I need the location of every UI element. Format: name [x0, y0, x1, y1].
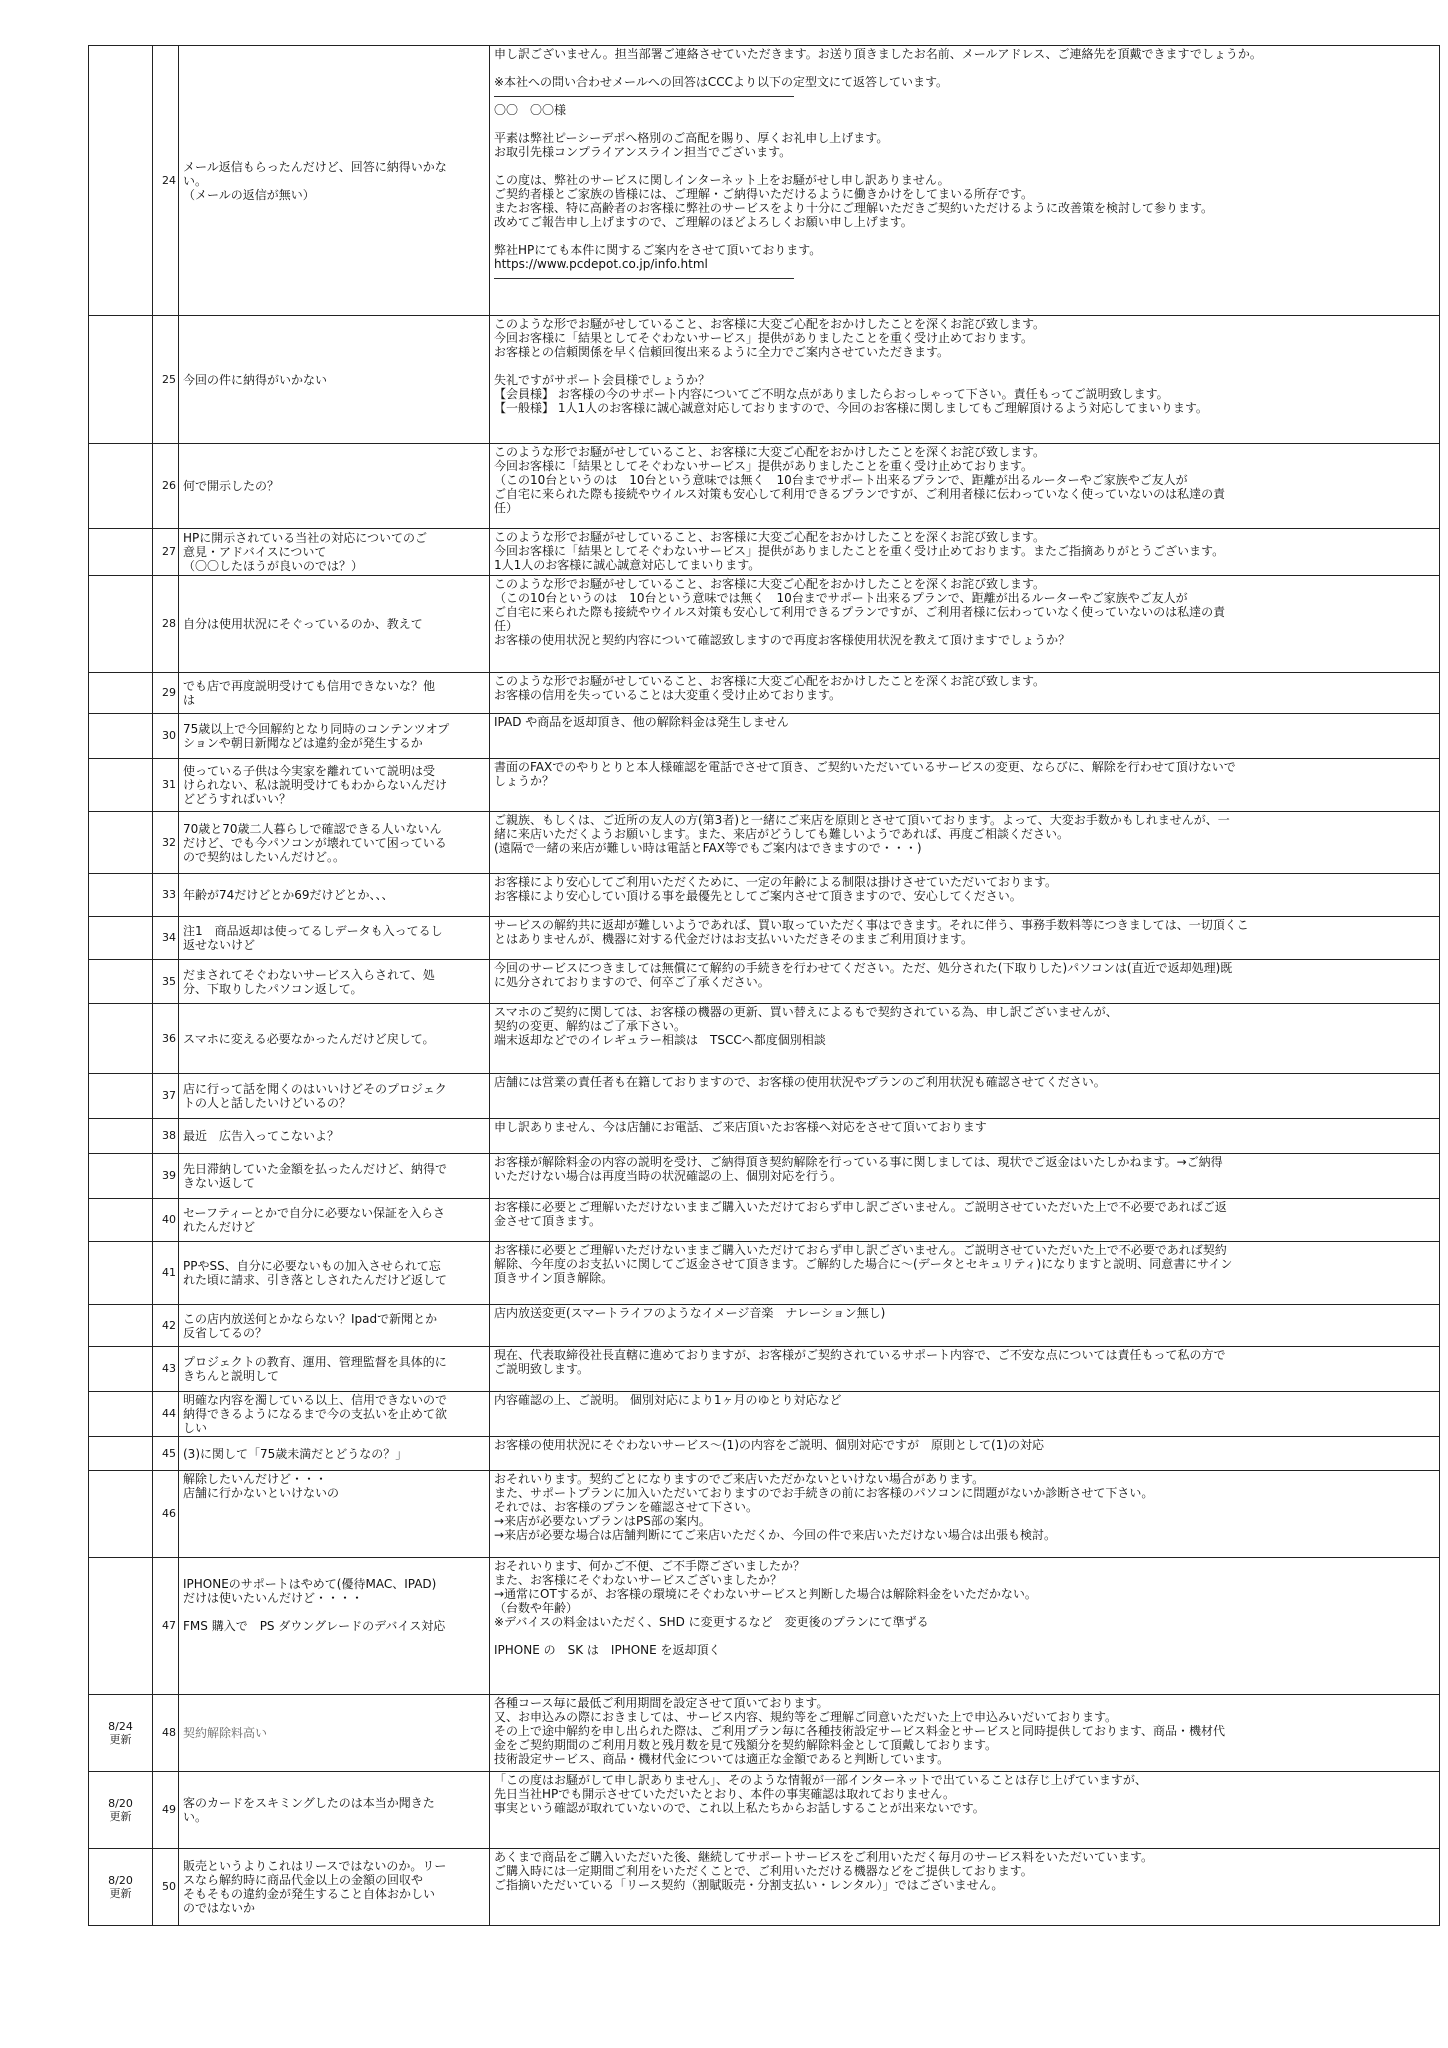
update-cell — [89, 1471, 153, 1558]
answer-line: 〇〇 〇〇様 — [494, 103, 567, 117]
row-number: 48 — [153, 1695, 179, 1772]
faq-row — [89, 576, 1440, 673]
question-line: どどうすればいい？ — [183, 792, 292, 806]
answer-line: 「この度はお騒がして申し訳ありません」、そのような情報が一部インターネットで出ていることは存じ上げていますが、 — [494, 1773, 1147, 1787]
answer-line: サービスの解約共に返却が難しいようであれば、買い取っていただく事はできます。それに伴う、事務手数料等につきましては、一切頂くこ — [494, 918, 1249, 932]
row-number: 46 — [153, 1471, 179, 1558]
question-line: のではないか — [183, 1901, 256, 1915]
answer-line: 任） — [494, 501, 519, 515]
answer-line: 書面のFAXでのやりとりと本人様確認を電話でさせて頂き、ご契約いただいているサービスの変更、ならびに、解除を行わせて頂けないで — [494, 760, 1236, 774]
row-number: 49 — [153, 1772, 179, 1849]
answer-cell — [490, 529, 1440, 576]
answer-line: ご説明致します。 — [494, 1362, 590, 1376]
question-cell — [179, 529, 490, 576]
answer-line: 内容確認の上、ご説明。 個別対応により1ヶ月のゆとり対応など — [494, 1393, 842, 1407]
question-line: トの人と話したいけどいるの？ — [183, 1096, 352, 1110]
faq-row — [89, 1074, 1440, 1119]
answer-cell — [490, 444, 1440, 529]
answer-cell — [490, 1004, 1440, 1074]
answer-line: (遠隔で一緒の来店が難しい時は電話とFAX等でもご案内はできますので・・・) — [494, 841, 922, 855]
faq-row — [89, 1242, 1440, 1305]
update-cell — [89, 46, 153, 316]
question-line: だけは使いたいんだけど・・・・ — [183, 1591, 364, 1605]
answer-line: 店舗には営業の責任者も在籍しておりますので、お客様の使用状況やプランのご利用状況も確認させてください。 — [494, 1075, 1106, 1089]
answer-line: また、お客様にそぐわないサービスございましたか？ — [494, 1573, 783, 1587]
answer-cell — [490, 1849, 1440, 1926]
faq-table — [88, 45, 1440, 1926]
answer-cell — [490, 1119, 1440, 1154]
answer-line: 頂きサイン頂き解除。 — [494, 1271, 614, 1285]
question-line: い。 — [183, 173, 208, 188]
question-line: れた頃に請求、引き落としされたんだけど返して — [183, 1273, 448, 1287]
answer-line: IPHONE の SK は IPHONE を返却頂く — [494, 1643, 721, 1657]
answer-line: （台数や年齢） — [494, 1601, 579, 1615]
update-cell — [89, 1305, 153, 1347]
question-cell — [179, 1347, 490, 1392]
question-line: スなら解約時に商品代金以上の金額の回収や — [183, 1873, 424, 1887]
update-cell: 8/20 更新 — [89, 1849, 153, 1926]
answer-line: ※本社への問い合わせメールへの回答はCCCより以下の定型文にて返答しています。 — [494, 75, 948, 89]
answer-line: （この10台というのは 10台という意味では無く 10台までサポート出来るプランで、距離が出るルーターやご家族やご友人が — [494, 591, 1188, 605]
answer-line: このような形でお騒がせしていること、お客様に大変ご心配をおかけしたことを深くお詫び致します。 — [494, 577, 1046, 591]
answer-cell — [490, 874, 1440, 917]
update-cell: 8/20 更新 — [89, 1772, 153, 1849]
question-cell — [179, 874, 490, 917]
question-line: 反省してるの？ — [183, 1325, 268, 1340]
question-cell — [179, 1849, 490, 1926]
question-line: 自分は使用状況にそぐっているのか、教えて — [183, 617, 423, 631]
question-line: FMS 購入で PS ダウングレードのデバイス対応 — [183, 1619, 446, 1633]
update-cell — [89, 1154, 153, 1199]
row-number: 32 — [153, 812, 179, 874]
answer-line: とはありませんが、機器に対する代金だけはお支払いいただきそのままご利用頂けます。 — [494, 932, 974, 946]
answer-line: 今回お客様に「結果としてそぐわないサービス」提供がありましたことを重く受け止めております。 — [494, 459, 1034, 473]
faq-row — [89, 1199, 1440, 1242]
answer-line: その上で途中解約を申し出られた際は、ご利用プラン毎に各種技術設定サービス料金とサービスと同時提供しております、商品・機材代 — [494, 1724, 1226, 1738]
answer-line: ご指摘いただいている「リース契約（割賦販売・分割支払い・レンタル）」ではございません。 — [494, 1878, 1004, 1892]
update-cell — [89, 960, 153, 1004]
answer-cell — [490, 1558, 1440, 1695]
answer-line: おそれいります、何かご不便、ご不手際ございましたか？ — [494, 1559, 806, 1573]
answer-line: あくまで商品をご購入いただいた後、継続してサポートサービスをご利用いただく毎月のサービス料をいただいています。 — [494, 1850, 1154, 1864]
answer-cell — [490, 1392, 1440, 1437]
answer-line: 弊社HPにても本件に関するご案内をさせて頂いております。 — [494, 243, 822, 257]
faq-row — [89, 812, 1440, 874]
answer-cell — [490, 1347, 1440, 1392]
question-line: けられない、私は説明受けてもわからないんだけ — [183, 778, 448, 792]
row-number: 29 — [153, 673, 179, 714]
question-line: 最近 広告入ってこないよ？ — [183, 1129, 340, 1143]
question-line: スマホに変える必要なかったんだけど戻して。 — [183, 1031, 435, 1046]
question-line: 販売というよりこれはリースではないのか。リー — [183, 1859, 447, 1873]
question-line: プロジェクトの教育、運用、管理監督を具体的に — [183, 1355, 447, 1369]
answer-line: またお客様、特に高齢者のお客様に弊社のサービスをより十分にご理解いただきご契約いただけるように改善策を検討して参ります。 — [494, 201, 1214, 215]
row-number: 37 — [153, 1074, 179, 1119]
answer-cell — [490, 812, 1440, 874]
update-cell — [89, 1199, 153, 1242]
faq-row — [89, 1849, 1440, 1926]
row-number: 28 — [153, 576, 179, 673]
question-line: ので契約はしたいんだけど。。 — [183, 849, 346, 864]
question-line: 70歳と70歳二人暮らしで確認できる人いないん — [183, 821, 442, 836]
answer-line: 先日当社HPでも開示させていただいたとおり、本件の事実確認は取れておりません。 — [494, 1787, 955, 1801]
answer-line: ――――――――――――――――――――――――― — [494, 271, 794, 285]
question-line: セーフティーとかで自分に必要ない保証を入らさ — [183, 1206, 445, 1220]
question-cell — [179, 917, 490, 960]
answer-line: スマホのご契約に関しては、お客様の機器の更新、買い替えによるもで契約されている為、申し訳ございませんが、 — [494, 1005, 1118, 1019]
question-line: 客のカードをスキミングしたのは本当か聞きた — [183, 1796, 435, 1810]
question-cell — [179, 1199, 490, 1242]
question-cell — [179, 316, 490, 444]
faq-row — [89, 1119, 1440, 1154]
question-line: そもそもの違約金が発生すること自体おかしい — [183, 1887, 436, 1901]
question-line: 使っている子供は今実家を離れていて説明は受 — [183, 764, 436, 778]
update-cell — [89, 673, 153, 714]
question-line: い。 — [183, 1810, 208, 1824]
question-line: きない返して — [183, 1176, 256, 1190]
answer-cell — [490, 1199, 1440, 1242]
faq-row — [89, 1347, 1440, 1392]
answer-cell — [490, 46, 1440, 316]
faq-row — [89, 1772, 1440, 1849]
update-cell — [89, 576, 153, 673]
question-line: (3)に関して「75歳未満だとどうなの？」 — [183, 1446, 408, 1461]
update-cell — [89, 714, 153, 759]
update-cell — [89, 316, 153, 444]
question-cell — [179, 1471, 490, 1558]
question-line: 今回の件に納得がいかない — [183, 372, 328, 387]
faq-row — [89, 1305, 1440, 1347]
question-cell — [179, 444, 490, 529]
faq-row — [89, 714, 1440, 759]
question-line — [183, 1542, 485, 1556]
question-line: ションや朝日新聞などは違約金が発生するか — [183, 736, 423, 750]
faq-row — [89, 960, 1440, 1004]
answer-line — [494, 1629, 1435, 1643]
answer-line: →通常にOTするが、お客様の環境にそぐわないサービスと判断した場合は解除料金をいただかない。 — [494, 1587, 1037, 1601]
faq-row — [89, 529, 1440, 576]
answer-cell — [490, 714, 1440, 759]
update-cell — [89, 812, 153, 874]
question-line: だまされてそぐわないサービス入らされて、処 — [183, 967, 435, 982]
question-line: 分、下取りしたパソコン返して。 — [183, 981, 363, 996]
answer-cell — [490, 1074, 1440, 1119]
answer-line: このような形でお騒がせしていること、お客様に大変ご心配をおかけしたことを深くお詫び致します。 — [494, 674, 1046, 688]
answer-line: お客様の信用を失っていることは大変重く受け止めております。 — [494, 688, 842, 702]
answer-line: 今回お客様に「結果としてそぐわないサービス」提供がありましたことを重く受け止めております。またご指摘ありがとうございます。 — [494, 544, 1225, 558]
faq-row — [89, 444, 1440, 529]
answer-line: 各種コース毎に最低ご利用期間を設定させて頂いております。 — [494, 1696, 829, 1710]
question-line: 注1 商品返却は使ってるしデータも入ってるし — [183, 924, 443, 938]
answer-line — [494, 61, 1435, 75]
answer-line — [494, 117, 1435, 131]
question-cell — [179, 1004, 490, 1074]
update-cell — [89, 529, 153, 576]
answer-line: ――――――――――――――――――――――――― — [494, 89, 794, 103]
faq-row — [89, 917, 1440, 960]
faq-row — [89, 673, 1440, 714]
answer-line: 1人1人のお客様に誠心誠意対応してまいります。 — [494, 558, 761, 572]
question-line: きちんと説明して — [183, 1369, 280, 1383]
row-number: 44 — [153, 1392, 179, 1437]
question-line: しい — [183, 1421, 208, 1435]
update-cell: 8/24 更新 — [89, 1695, 153, 1772]
question-cell — [179, 1154, 490, 1199]
answer-line: お客様により安心してい頂ける事を最優先としてご案内させて頂きますので、安心してください。 — [494, 889, 1022, 903]
question-cell — [179, 1305, 490, 1347]
question-cell — [179, 46, 490, 316]
answer-line: お客様の使用状況と契約内容について確認致しますので再度お客様使用状況を教えて頂けますでしょうか？ — [494, 633, 1071, 647]
answer-line: 改めてご報告申し上げますので、ご理解のほどよろしくお願い申し上げます。 — [494, 215, 913, 229]
answer-cell — [490, 673, 1440, 714]
answer-cell — [490, 1154, 1440, 1199]
answer-line — [494, 359, 1435, 373]
answer-cell — [490, 1772, 1440, 1849]
faq-row — [89, 1392, 1440, 1437]
question-line: メール返信もらったんだけど、回答に納得いかな — [183, 159, 447, 174]
update-cell — [89, 917, 153, 960]
answer-cell — [490, 1305, 1440, 1347]
question-line: HPに開示されている当社の対応についてのご — [183, 531, 428, 545]
row-number: 50 — [153, 1849, 179, 1926]
faq-row — [89, 1471, 1440, 1558]
question-line: 解除したいんだけど・・・ — [183, 1472, 328, 1486]
answer-line: それでは、お客様のプランを確認させて下さい。 — [494, 1500, 759, 1514]
answer-line: この度は、弊社のサービスに関しインターネット上をお騒がせし申し訳ありません。 — [494, 173, 950, 187]
answer-line: ※デバイスの料金はいただく、SHD に変更するなど 変更後のプランにて準ずる — [494, 1615, 929, 1629]
answer-line: 金させて頂きます。 — [494, 1214, 602, 1228]
faq-row — [89, 316, 1440, 444]
update-cell — [89, 1347, 153, 1392]
update-cell — [89, 759, 153, 812]
question-line: 先日滞納していた金額を払ったんだけど、納得で — [183, 1162, 448, 1176]
row-number: 35 — [153, 960, 179, 1004]
faq-row — [89, 1154, 1440, 1199]
answer-line: お客様により安心してご利用いただくために、一定の年齢による制限は掛けさせていただいております。 — [494, 875, 1058, 889]
question-line: 何で開示したの？ — [183, 479, 280, 493]
answer-line: 技術設定サービス、商品・機材代金については適正な金額であると判断しています。 — [494, 1752, 950, 1766]
answer-line: ご自宅に来られた際も接続やウイルス対策も安心して利用できるプランですが、ご利用者様に伝わっていなく使っていないのは私達の責 — [494, 487, 1226, 501]
update-cell — [89, 1119, 153, 1154]
row-number: 24 — [153, 46, 179, 316]
faq-row — [89, 759, 1440, 812]
answer-line: 解除、今年度のお支払いに関してご返金させて頂きます。ご解約した場合に～(データとセキュリティ)になりますと説明、同意書にサイン — [494, 1257, 1233, 1271]
question-cell — [179, 1772, 490, 1849]
answer-line: 現在、代表取締役社長直轄に進めておりますが、お客様がご契約されているサポート内容で、ご不安な点については責任もって私の方で — [494, 1348, 1226, 1362]
row-number: 36 — [153, 1004, 179, 1074]
answer-line: 平素は弊社ピーシーデポへ格別のご高配を賜り、厚くお礼申し上げます。 — [494, 131, 889, 145]
answer-line: 任） — [494, 619, 519, 633]
answer-line: このような形でお騒がせしていること、お客様に大変ご心配をおかけしたことを深くお詫び致します。 — [494, 530, 1046, 544]
answer-cell — [490, 1437, 1440, 1471]
question-line — [183, 1633, 485, 1647]
question-line: 契約解除料高い — [183, 1726, 268, 1740]
answer-line: IPAD や商品を返却頂き、他の解除料金は発生しません — [494, 715, 789, 729]
answer-line: ご親族、もしくは、ご近所の友人の方(第3者)と一緒にご来店を原則とさせて頂いております。よって、大変お手数かもしれませんが、一 — [494, 813, 1230, 827]
answer-cell — [490, 759, 1440, 812]
row-number: 25 — [153, 316, 179, 444]
question-line: だけど、でも今パソコンが壊れていて困っている — [183, 835, 447, 850]
row-number: 33 — [153, 874, 179, 917]
question-line: れたんだけど — [183, 1220, 256, 1234]
answer-line: →来店が必要ないプランはPS部の案内。 — [494, 1514, 711, 1528]
row-number: 41 — [153, 1242, 179, 1305]
question-cell — [179, 1437, 490, 1471]
question-line — [183, 1661, 485, 1675]
faq-sheet — [88, 45, 1439, 1926]
row-number: 40 — [153, 1199, 179, 1242]
question-line: 明確な内容を濁している以上、信用できないので — [183, 1393, 448, 1407]
answer-line: 【一般様】 1人1人のお客様に誠心誠意対応しておりますので、今回のお客様に関しましてもご理解頂けるよう対応してまいります。 — [494, 401, 1208, 415]
update-cell — [89, 1242, 153, 1305]
question-cell — [179, 714, 490, 759]
question-line — [183, 1500, 485, 1514]
question-cell — [179, 812, 490, 874]
update-cell — [89, 1392, 153, 1437]
row-number: 31 — [153, 759, 179, 812]
answer-line — [494, 159, 1435, 173]
answer-line: ご契約者様とご家族の皆様には、ご理解・ご納得いただけるように働きかけをしてまいる所存です。 — [494, 187, 1034, 201]
question-line — [183, 1647, 485, 1661]
answer-line: →来店が必要な場合は店舗判断にてご来店いただくか、今回の件で来店いただけない場合は出張も検討。 — [494, 1528, 1057, 1542]
question-cell — [179, 1695, 490, 1772]
answer-line: 事実という確認が取れていないので、これ以上私たちからお話しすることが出来ないです。 — [494, 1801, 985, 1815]
update-cell — [89, 1074, 153, 1119]
answer-cell — [490, 1471, 1440, 1558]
answer-line: 金をご契約期間のご利用月数と残月数を見て残額分を契約解除料金として頂戴しております。 — [494, 1738, 998, 1752]
question-cell — [179, 576, 490, 673]
answer-line: に処分されておりますので、何卒ご了承ください。 — [494, 975, 770, 989]
question-line — [183, 1514, 485, 1528]
answer-line: 申し訳ありません、今は店舗にお電話、ご来店頂いたお客様へ対応をさせて頂いております — [494, 1120, 987, 1134]
question-line: は — [183, 693, 196, 707]
answer-line: お客様に必要とご理解いただけないままご購入いただけておらず申し訳ございません。ご説明させていただいた上で不必要であればご返 — [494, 1200, 1227, 1214]
answer-line: お客様が解除料金の内容の説明を受け、ご納得頂き契約解除を行っている事に関しましては、現状でご返金はいたしかねます。→ご納得 — [494, 1155, 1223, 1169]
question-line: 年齢が74だけどとか69だけどとか、、、 — [183, 888, 394, 902]
update-cell — [89, 1558, 153, 1695]
answer-line: 【会員様】 お客様の今のサポート内容についてご不明な点がありましたらおっしゃって下さい。責任もってご説明致します。 — [494, 387, 1169, 401]
answer-line: 申し訳ございません。担当部署ご連絡させていただきます。お送り頂きましたお名前、メールアドレス、ご連絡先を頂戴できますでしょうか。 — [494, 47, 1262, 61]
answer-line: 又、お申込みの際におきましては、サービス内容、規約等をご理解ご同意いただいた上で申込みいだいております。 — [494, 1710, 1118, 1724]
answer-cell — [490, 1695, 1440, 1772]
answer-line: 失礼ですがサポート会員様でしょうか？ — [494, 373, 711, 387]
question-line: 店舗に行かないといけないの — [183, 1486, 340, 1500]
update-cell — [89, 444, 153, 529]
answer-cell — [490, 960, 1440, 1004]
answer-line: 端末返却などでのイレギュラー相談は TSCCへ都度個別相談 — [494, 1033, 826, 1047]
question-line: IPHONEのサポートはやめて(優待MAC、IPAD) — [183, 1577, 437, 1591]
answer-line: （この10台というのは 10台という意味では無く 10台までサポート出来るプランで、距離が出るルーターやご家族やご友人が — [494, 473, 1188, 487]
faq-row — [89, 46, 1440, 316]
faq-row — [89, 1437, 1440, 1471]
question-cell — [179, 759, 490, 812]
answer-line: 契約の変更、解約はご了承下さい。 — [494, 1019, 687, 1033]
question-line: 75歳以上で今回解約となり同時のコンテンツオプ — [183, 722, 450, 736]
question-line: PPやSS、自分に必要ないもの加入させられて忘 — [183, 1259, 441, 1273]
question-cell — [179, 1558, 490, 1695]
answer-line: しょうか？ — [494, 774, 555, 788]
answer-line — [494, 229, 1435, 243]
question-line — [183, 1605, 485, 1619]
answer-line: ご自宅に来られた際も接続やウイルス対策も安心して利用できるプランですが、ご利用者様に伝わっていなく使っていないのは私達の責 — [494, 605, 1226, 619]
answer-line: お取引先様コンプライアンスライン担当でございます。 — [494, 145, 792, 159]
faq-row — [89, 1004, 1440, 1074]
answer-line: お客様の使用状況にそぐわないサービス～(1)の内容をご説明、個別対応ですが 原則として(1)の対応 — [494, 1438, 1045, 1452]
question-line: 返せないけど — [183, 938, 256, 952]
question-line: 店に行って話を聞くのはいいけどそのプロジェク — [183, 1082, 447, 1096]
row-number: 34 — [153, 917, 179, 960]
answer-line: このような形でお騒がせしていること、お客様に大変ご心配をおかけしたことを深くお詫び致します。 — [494, 317, 1046, 331]
row-number: 30 — [153, 714, 179, 759]
answer-line: お客様との信頼関係を早く信頼回復出来るように全力でご案内させていただきます。 — [494, 345, 950, 359]
faq-row — [89, 1695, 1440, 1772]
row-number: 42 — [153, 1305, 179, 1347]
update-cell — [89, 1437, 153, 1471]
question-cell — [179, 673, 490, 714]
row-number: 27 — [153, 529, 179, 576]
answer-line: このような形でお騒がせしていること、お客様に大変ご心配をおかけしたことを深くお詫び致します。 — [494, 445, 1046, 459]
row-number: 45 — [153, 1437, 179, 1471]
question-line — [183, 1528, 485, 1542]
answer-cell — [490, 1242, 1440, 1305]
question-cell — [179, 1074, 490, 1119]
answer-line: おそれいります。契約ごとになりますのでご来店いただかないといけない場合があります。 — [494, 1472, 985, 1486]
row-number: 38 — [153, 1119, 179, 1154]
question-cell — [179, 960, 490, 1004]
answer-line: いただけない場合は再度当時の状況確認の上、個別対応を行う。 — [494, 1169, 843, 1183]
row-number: 26 — [153, 444, 179, 529]
question-line: （メールの返信が無い） — [183, 187, 315, 202]
faq-row — [89, 1558, 1440, 1695]
answer-line: 緒に来店いただくようお願いします。また、来店がどうしても難しいようであれば、再度ご相談ください。 — [494, 827, 1070, 841]
answer-cell — [490, 576, 1440, 673]
question-line: でも店で再度説明受けても信用できないな？他 — [183, 679, 436, 693]
answer-line: 今回のサービスにつきましては無償にて解約の手続きを行わせてください。ただ、処分された(下取りした)パソコンは(直近で返却処理)既 — [494, 961, 1233, 975]
answer-line: https://www.pcdepot.co.jp/info.html — [494, 257, 708, 271]
answer-line: ご購入時には一定期間ご利用をいただくことで、ご利用いただける機器などをご提供しております。 — [494, 1864, 1033, 1878]
question-line: （〇〇したほうが良いのでは？） — [183, 559, 364, 573]
question-line: 納得できるようになるまで今の支払いを止めて欲 — [183, 1407, 448, 1421]
question-line: 意見・アドバイスについて — [183, 545, 327, 559]
answer-line: 店内放送変更(スマートライフのようなイメージ音楽 ナレーション無し) — [494, 1306, 886, 1320]
update-cell — [89, 1004, 153, 1074]
answer-line: また、サポートプランに加入いただいておりますのでお手続きの前にお客様のパソコンに問題がないか診断させて下さい。 — [494, 1486, 1154, 1500]
answer-cell — [490, 316, 1440, 444]
row-number: 47 — [153, 1558, 179, 1695]
answer-line: 今回お客様に「結果としてそぐわないサービス」提供がありましたことを重く受け止めております。 — [494, 331, 1034, 345]
row-number: 43 — [153, 1347, 179, 1392]
question-cell — [179, 1242, 490, 1305]
question-line: この店内放送何とかならない？Ipadで新聞とか — [183, 1311, 438, 1326]
answer-cell — [490, 917, 1440, 960]
update-cell — [89, 874, 153, 917]
question-cell — [179, 1119, 490, 1154]
faq-row — [89, 874, 1440, 917]
answer-line: お客様に必要とご理解いただけないままご購入いただけておらず申し訳ございません。ご説明させていただいた上で不必要であれば契約 — [494, 1243, 1227, 1257]
row-number: 39 — [153, 1154, 179, 1199]
question-cell — [179, 1392, 490, 1437]
